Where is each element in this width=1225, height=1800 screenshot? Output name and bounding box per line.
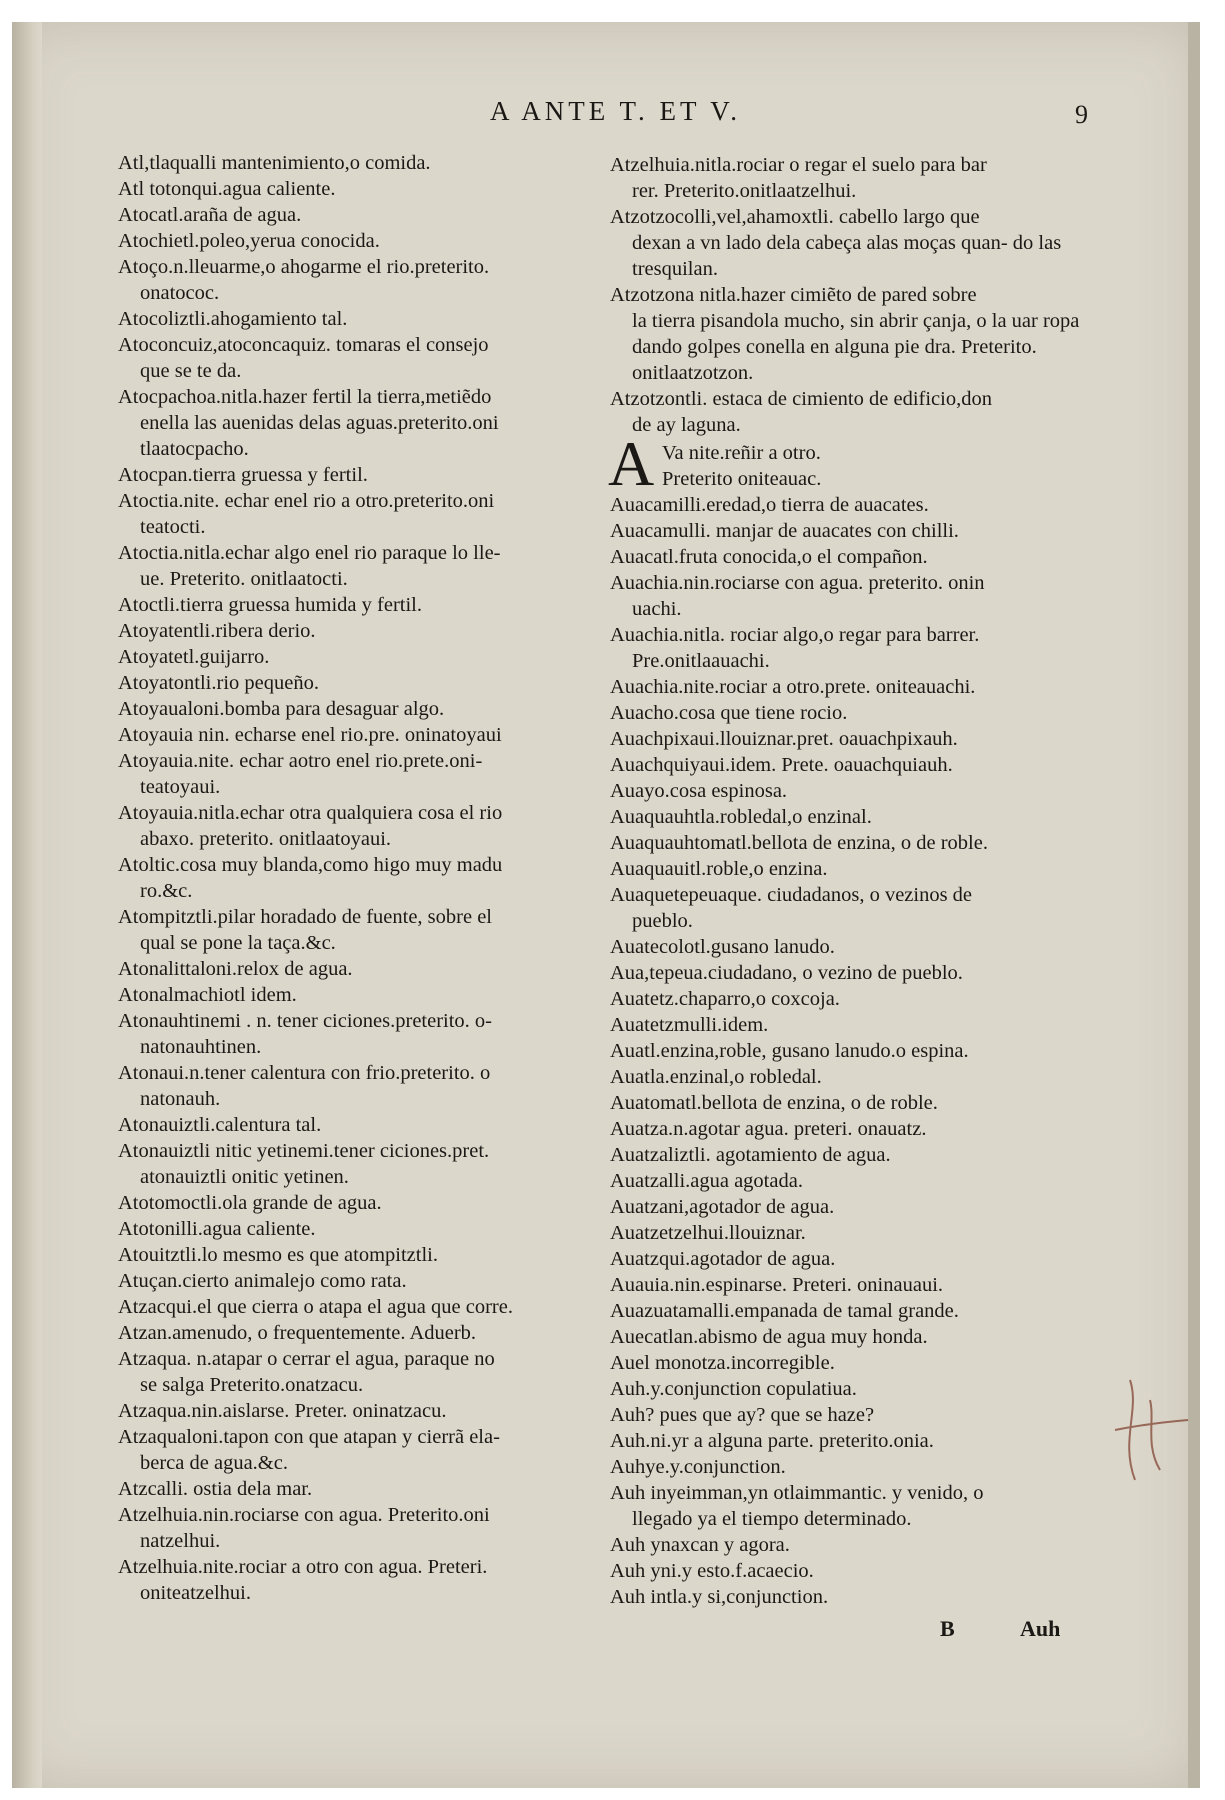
entry-continuation: la tierra pisandola mucho, sin abrir çanja, o la uar ropa dando golpes conella en alguna pie dra. Preterito. onitlaatzotzon.	[632, 310, 1080, 384]
dictionary-entry	[610, 986, 1090, 1012]
entry-text: Auacatl.fruta conocida,o el compañon.	[610, 546, 928, 568]
entry-text: Auh.y.conjunction copulatiua.	[610, 1378, 857, 1400]
dictionary-entry	[610, 1064, 1090, 1090]
entry-text: Atochietl.poleo,yerua conocida.	[118, 230, 380, 252]
entry-continuation: abaxo. preterito. onitlaatoyaui.	[140, 828, 392, 850]
entry-text: Aua,tepeua.ciudadano, o vezino de pueblo.	[610, 962, 963, 984]
dictionary-entry	[610, 1194, 1090, 1220]
entry-text: Atzotzocolli,vel,ahamoxtli. cabello largo que	[610, 206, 980, 228]
entry-text: Atonauhtinemi . n. tener ciciones.preterito. o-	[118, 1010, 493, 1032]
entry-text: Atouitztli.lo mesmo es que atompitztli.	[118, 1244, 438, 1266]
entry-text: Atzelhuia.nite.rociar a otro con agua. Preteri.	[118, 1556, 488, 1578]
entry-continuation: Pre.onitlaauachi.	[632, 650, 770, 672]
dictionary-entry	[610, 882, 1090, 934]
entry-text: Atonauiztli nitic yetinemi.tener ciciones.pret.	[118, 1140, 490, 1162]
entry-continuation: natonauhtinen.	[140, 1036, 262, 1058]
dictionary-entry	[118, 1268, 588, 1294]
dictionary-entry	[118, 1216, 588, 1242]
entry-text: Auh intla.y si,conjunction.	[610, 1586, 829, 1608]
dictionary-entry	[118, 1138, 588, 1190]
page-cut-edge	[1188, 22, 1200, 1788]
left-column	[118, 150, 588, 1606]
dictionary-entry	[610, 386, 1090, 438]
dictionary-entry	[610, 1428, 1090, 1454]
dictionary-entry	[610, 778, 1090, 804]
dictionary-entry	[118, 1242, 588, 1268]
entry-text: Atzelhuia.nitla.rociar o regar el suelo para bar	[610, 154, 987, 176]
dictionary-entry	[118, 618, 588, 644]
dictionary-entry	[118, 722, 588, 748]
dictionary-entry	[610, 1584, 1090, 1610]
entry-text: Atzcalli. ostia dela mar.	[118, 1478, 313, 1500]
entry-continuation: llegado ya el tiempo determinado.	[632, 1508, 912, 1530]
dictionary-entry	[118, 1060, 588, 1112]
entry-continuation: atonauiztli onitic yetinen.	[140, 1166, 349, 1188]
entry-text: Auatl.enzina,roble, gusano lanudo.o espina.	[610, 1040, 969, 1062]
entry-text: Auatecolotl.gusano lanudo.	[610, 936, 835, 958]
dictionary-entry	[118, 228, 588, 254]
entry-text: Auazuatamalli.empanada de tamal grande.	[610, 1300, 959, 1322]
entry-text: Atocoliztli.ahogamiento tal.	[118, 308, 348, 330]
entry-text: Auauia.nin.espinarse. Preteri. oninauaui.	[610, 1274, 944, 1296]
entry-text: Auh yni.y esto.f.acaecio.	[610, 1560, 814, 1582]
dictionary-entry	[610, 544, 1090, 570]
dictionary-entry	[610, 856, 1090, 882]
entry-text: Auecatlan.abismo de agua muy honda.	[610, 1326, 928, 1348]
section-line-1: Va nite.reñir a otro.	[662, 442, 821, 464]
entry-text: Atocatl.araña de agua.	[118, 204, 302, 226]
dictionary-entry	[118, 800, 588, 852]
dictionary-entry	[610, 1532, 1090, 1558]
entry-continuation: uachi.	[632, 598, 682, 620]
entry-text: Atonaui.n.tener calentura con frio.preterito. o	[118, 1062, 491, 1084]
marginal-ink-mark-icon	[1110, 1360, 1190, 1500]
entry-continuation: rer. Preterito.onitlaatzelhui.	[632, 180, 857, 202]
entry-continuation: se salga Preterito.onatzacu.	[140, 1374, 364, 1396]
entry-text: Atzotzontli. estaca de cimiento de edificio,don	[610, 388, 992, 410]
entry-text: Atoyauia.nitla.echar otra qualquiera cosa el rio	[118, 802, 503, 824]
dictionary-entry	[118, 1476, 588, 1502]
dictionary-entry	[118, 150, 588, 176]
catchword: Auh	[1020, 1616, 1061, 1641]
entry-text: Atl,tlaqualli mantenimiento,o comida.	[118, 152, 431, 174]
dictionary-entry	[118, 592, 588, 618]
entry-text: Atoyatentli.ribera derio.	[118, 620, 316, 642]
entry-text: Auachia.nitla. rociar algo,o regar para barrer.	[610, 624, 980, 646]
dictionary-entry	[118, 904, 588, 956]
dictionary-entry	[610, 1454, 1090, 1480]
dictionary-entry	[118, 306, 588, 332]
running-head: A ANTE T. ET V.	[490, 96, 742, 126]
dictionary-entry	[610, 804, 1090, 830]
entry-continuation: berca de agua.&c.	[140, 1452, 288, 1474]
entry-text: Atzaqualoni.tapon con que atapan y cierrã ela-	[118, 1426, 500, 1448]
dictionary-entry	[118, 982, 588, 1008]
entry-text: Auhye.y.conjunction.	[610, 1456, 786, 1478]
dictionary-entry	[118, 1008, 588, 1060]
dictionary-entry	[118, 852, 588, 904]
dictionary-entry	[610, 282, 1090, 386]
entry-continuation: ro.&c.	[140, 880, 193, 902]
dictionary-entry	[118, 1502, 588, 1554]
entry-text: Atonauiztli.calentura tal.	[118, 1114, 322, 1136]
dictionary-entry	[118, 1346, 588, 1398]
dictionary-entry	[610, 1402, 1090, 1428]
entry-text: Auaquauhtomatl.bellota de enzina, o de roble.	[610, 832, 988, 854]
dictionary-entry	[118, 462, 588, 488]
dictionary-entry	[610, 1142, 1090, 1168]
dictionary-entry	[118, 176, 588, 202]
entry-text: Atzaqua.nin.aislarse. Preter. oninatzacu.	[118, 1400, 447, 1422]
entry-text: Atoctia.nite. echar enel rio a otro.preterito.oni	[118, 490, 495, 512]
dictionary-entry	[610, 1116, 1090, 1142]
entry-continuation: teatocti.	[140, 516, 206, 538]
entry-text: Atzotzona nitla.hazer cimiẽto de pared sobre	[610, 284, 977, 306]
dictionary-entry	[610, 1246, 1090, 1272]
dictionary-entry	[610, 674, 1090, 700]
entry-text: Auacamilli.eredad,o tierra de auacates.	[610, 494, 929, 516]
entry-text: Atocpachoa.nitla.hazer fertil la tierra,metiẽdo	[118, 386, 492, 408]
entry-text: Auatzalli.agua agotada.	[610, 1170, 803, 1192]
dictionary-entry	[610, 152, 1090, 204]
entry-text: Atoconcuiz,atoconcaquiz. tomaras el consejo	[118, 334, 489, 356]
dictionary-entry	[118, 1320, 588, 1346]
entry-text: Atzacqui.el que cierra o atapa el agua que corre.	[118, 1296, 513, 1318]
dictionary-entry	[610, 1558, 1090, 1584]
entry-text: Auatomatl.bellota de enzina, o de roble.	[610, 1092, 938, 1114]
entry-text: Auatla.enzinal,o robledal.	[610, 1066, 822, 1088]
entry-text: Auatetz.chaparro,o coxcoja.	[610, 988, 840, 1010]
dictionary-entry	[118, 644, 588, 670]
entry-text: Atoyaualoni.bomba para desaguar algo.	[118, 698, 445, 720]
entry-text: Atoço.n.lleuarme,o ahogarme el rio.preterito.	[118, 256, 490, 278]
entry-continuation: teatoyaui.	[140, 776, 221, 798]
dictionary-entry	[118, 1294, 588, 1320]
dictionary-entry	[118, 1112, 588, 1138]
entry-text: Atompitztli.pilar horadado de fuente, sobre el	[118, 906, 493, 928]
dictionary-entry	[610, 726, 1090, 752]
dictionary-entry	[610, 1090, 1090, 1116]
dictionary-entry	[118, 332, 588, 384]
dictionary-entry	[118, 254, 588, 306]
signature-mark: B	[940, 1616, 955, 1641]
entry-text: Auh inyeimman,yn otlaimmantic. y venido, o	[610, 1482, 984, 1504]
entry-text: Atotomoctli.ola grande de agua.	[118, 1192, 382, 1214]
dictionary-entry	[118, 1424, 588, 1476]
right-column	[610, 152, 1090, 1610]
entry-text: Atl totonqui.agua caliente.	[118, 178, 336, 200]
dictionary-entry	[118, 956, 588, 982]
section-line-2: Preterito oniteauac.	[662, 468, 822, 490]
dictionary-entry	[118, 1398, 588, 1424]
entry-text: Auatzqui.agotador de agua.	[610, 1248, 836, 1270]
dictionary-entry	[610, 518, 1090, 544]
dictionary-entry	[118, 488, 588, 540]
dictionary-entry	[610, 934, 1090, 960]
dictionary-entry	[610, 1350, 1090, 1376]
dictionary-entry	[118, 540, 588, 592]
entry-continuation: enella las auenidas delas aguas.preterito.oni tlaatocpacho.	[140, 412, 499, 460]
dictionary-entry	[610, 1038, 1090, 1064]
entry-continuation: pueblo.	[632, 910, 693, 932]
dictionary-entry	[610, 492, 1090, 518]
dictionary-entry	[610, 1168, 1090, 1194]
dictionary-entry	[118, 748, 588, 800]
entry-text: Atzelhuia.nin.rociarse con agua. Preterito.oni	[118, 1504, 490, 1526]
dictionary-entry	[610, 1376, 1090, 1402]
dictionary-entry	[610, 960, 1090, 986]
dictionary-entry	[118, 1190, 588, 1216]
dictionary-entry	[610, 700, 1090, 726]
dictionary-entry	[610, 1220, 1090, 1246]
entry-text: Atonalittaloni.relox de agua.	[118, 958, 353, 980]
page-number: 9	[1075, 100, 1088, 129]
entry-text: Atotonilli.agua caliente.	[118, 1218, 316, 1240]
dictionary-entry	[610, 1324, 1090, 1350]
entry-continuation: natzelhui.	[140, 1530, 221, 1552]
dictionary-entry	[118, 1554, 588, 1606]
entry-text: Auaquauhtla.robledal,o enzinal.	[610, 806, 872, 828]
entry-text: Auatza.n.agotar agua. preteri. onauatz.	[610, 1118, 927, 1140]
entry-text: Auayo.cosa espinosa.	[610, 780, 788, 802]
entry-text: Atoyauia.nite. echar aotro enel rio.prete.oni-	[118, 750, 483, 772]
dictionary-entry	[610, 752, 1090, 778]
right-column-entries-b	[610, 492, 1090, 1610]
entry-text: Atoltic.cosa muy blanda,como higo muy madu	[118, 854, 503, 876]
entry-text: Auh? pues que ay? que se haze?	[610, 1404, 875, 1426]
entry-text: Atoctli.tierra gruessa humida y fertil.	[118, 594, 422, 616]
entry-text: Atonalmachiotl idem.	[118, 984, 297, 1006]
entry-text: Auacho.cosa que tiene rocio.	[610, 702, 848, 724]
entry-text: Atzan.amenudo, o frequentemente. Aduerb.	[118, 1322, 477, 1344]
right-column-entries-a	[610, 152, 1090, 438]
dictionary-entry	[610, 1012, 1090, 1038]
entry-text: Auel monotza.incorregible.	[610, 1352, 835, 1374]
entry-continuation: onatococ.	[140, 282, 220, 304]
drop-cap-letter: A	[608, 428, 655, 499]
entry-text: Auh.ni.yr a alguna parte. preterito.onia.	[610, 1430, 934, 1452]
entry-text: Atzaqua. n.atapar o cerrar el agua, paraque no	[118, 1348, 495, 1370]
dictionary-entry	[118, 384, 588, 462]
dictionary-entry	[118, 670, 588, 696]
entry-text: Atuçan.cierto animalejo como rata.	[118, 1270, 407, 1292]
dictionary-entry	[610, 622, 1090, 674]
entry-continuation: que se te da.	[140, 360, 242, 382]
book-spine-shadow	[12, 22, 42, 1788]
dictionary-entry	[610, 1272, 1090, 1298]
entry-text: Auachia.nite.rociar a otro.prete. oniteauachi.	[610, 676, 976, 698]
entry-text: Atoyauia nin. echarse enel rio.pre. oninatoyaui	[118, 724, 502, 746]
entry-text: Auatzetzelhui.llouiznar.	[610, 1222, 806, 1244]
entry-text: Auacamulli. manjar de auacates con chilli.	[610, 520, 959, 542]
entry-text: Auachquiyaui.idem. Prete. oauachquiauh.	[610, 754, 953, 776]
dictionary-entry	[610, 1298, 1090, 1324]
entry-continuation: natonauh.	[140, 1088, 221, 1110]
entry-continuation: de ay laguna.	[632, 414, 741, 436]
section-heading-ava	[610, 440, 1090, 492]
entry-text: Atoyatetl.guijarro.	[118, 646, 270, 668]
entry-continuation: oniteatzelhui.	[140, 1582, 251, 1604]
entry-text: Auatetzmulli.idem.	[610, 1014, 769, 1036]
entry-continuation: dexan a vn lado dela cabeça alas moças quan- do las tresquilan.	[632, 232, 1062, 280]
entry-text: Auaquauitl.roble,o enzina.	[610, 858, 828, 880]
entry-continuation: ue. Preterito. onitlaatocti.	[140, 568, 348, 590]
dictionary-entry	[610, 204, 1090, 282]
entry-text: Atoyatontli.rio pequeño.	[118, 672, 319, 694]
entry-text: Atocpan.tierra gruessa y fertil.	[118, 464, 368, 486]
dictionary-entry	[610, 1480, 1090, 1532]
entry-text: Auh ynaxcan y agora.	[610, 1534, 790, 1556]
entry-text: Auatzani,agotador de agua.	[610, 1196, 835, 1218]
entry-text: Auachpixaui.llouiznar.pret. oauachpixauh.	[610, 728, 958, 750]
entry-continuation: qual se pone la taça.&c.	[140, 932, 336, 954]
dictionary-entry	[610, 830, 1090, 856]
entry-text: Atoctia.nitla.echar algo enel rio paraque lo lle-	[118, 542, 501, 564]
dictionary-entry	[118, 202, 588, 228]
dictionary-entry	[118, 696, 588, 722]
entry-text: Auachia.nin.rociarse con agua. preterito. onin	[610, 572, 985, 594]
dictionary-entry	[610, 570, 1090, 622]
entry-text: Auatzaliztli. agotamiento de agua.	[610, 1144, 891, 1166]
entry-text: Auaquetepeuaque. ciudadanos, o vezinos de	[610, 884, 973, 906]
